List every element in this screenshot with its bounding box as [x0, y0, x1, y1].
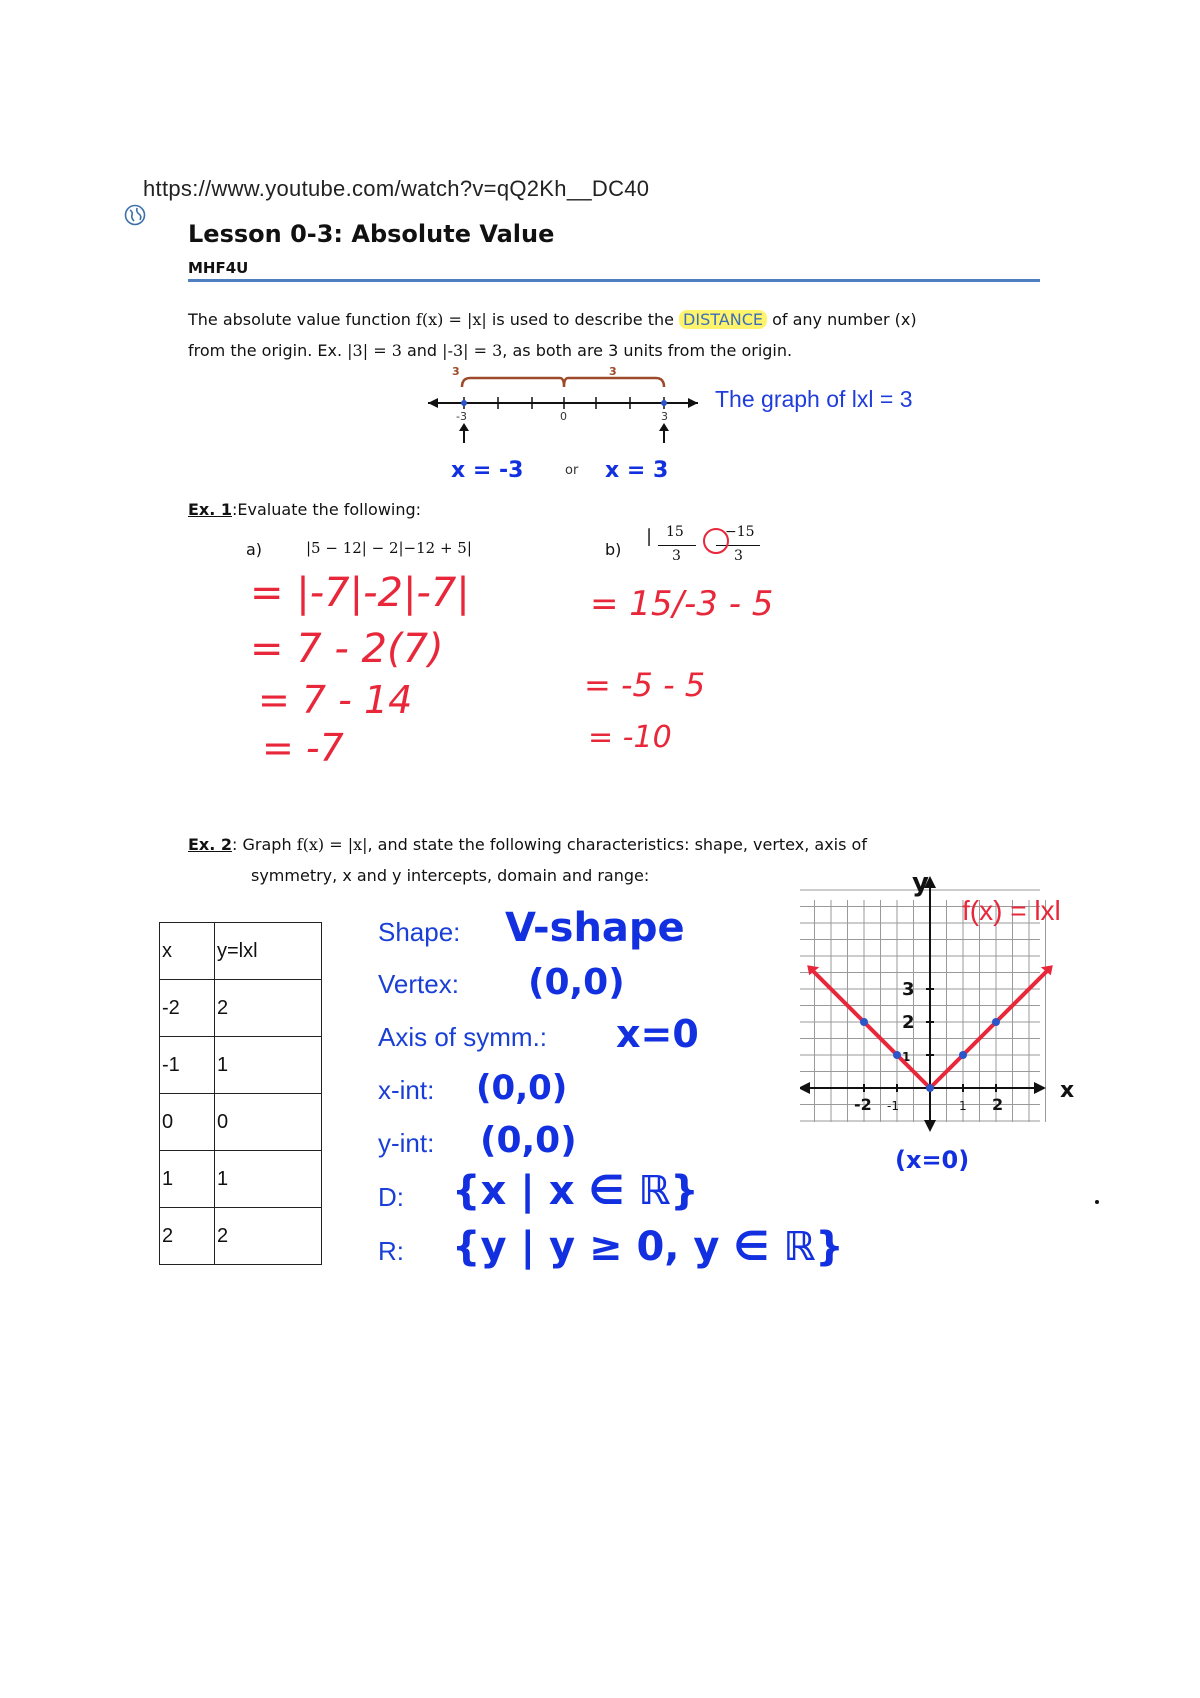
- x-int-value: (0,0): [476, 1068, 568, 1108]
- intro-text: The absolute value function: [188, 310, 411, 329]
- ex1-a-step: = -7: [262, 726, 344, 770]
- data-point: [992, 1018, 1000, 1026]
- ex1-label: Ex. 1: [188, 500, 233, 519]
- tick-label: 0: [560, 410, 567, 423]
- ex2-prompt-line2: symmetry, x and y intercepts, domain and range:: [251, 866, 650, 885]
- table-header: x: [160, 923, 215, 980]
- x-tick-label: 2: [992, 1095, 1004, 1114]
- point-neg-3: [461, 400, 467, 406]
- table-cell: -2: [160, 980, 215, 1037]
- intro-example-1: |3| = 3: [347, 341, 402, 360]
- data-point: [893, 1051, 901, 1059]
- y-axis-arrow-icon: [924, 1120, 936, 1132]
- data-point: [959, 1051, 967, 1059]
- table-row: [160, 1151, 322, 1208]
- domain-label: D:: [378, 1182, 404, 1212]
- source-url[interactable]: https://www.youtube.com/watch?v=qQ2Kh__DC40: [143, 176, 650, 201]
- tick-label: 3: [661, 410, 668, 423]
- ex1-b-step: = -5 - 5: [584, 666, 706, 704]
- table-cell: 1: [160, 1151, 215, 1208]
- title-rule: [188, 279, 1040, 282]
- ex2-prompt: , and state the following characteristics: shape, vertex, axis of: [367, 835, 867, 854]
- ex1-a-step: = 7 - 2(7): [250, 626, 444, 672]
- lesson-title: Lesson 0-3: Absolute Value: [188, 220, 555, 248]
- bracket-label: 3: [609, 365, 617, 378]
- ex2-function: f(x) = |x|: [296, 835, 368, 854]
- ex1-a-label: a): [246, 540, 263, 559]
- table-cell: -1: [160, 1037, 215, 1094]
- intro-line-1: [188, 310, 917, 329]
- globe-icon: [124, 204, 146, 226]
- or-label: or: [565, 463, 579, 478]
- axis-label: Axis of symm.:: [378, 1022, 548, 1052]
- table-header-row: [160, 923, 322, 980]
- y-tick-label: 3: [902, 979, 915, 1000]
- table-row: [160, 1037, 322, 1094]
- intro-text: and: [406, 341, 438, 360]
- graph-function-label: f(x) = lxl: [962, 895, 1061, 926]
- fraction-denominator: 3: [734, 548, 743, 564]
- table-header: y=lxl: [215, 923, 322, 980]
- table-row: [160, 1208, 322, 1265]
- handwritten-left-solution: x = -3: [451, 458, 524, 483]
- right-arrow-icon: [688, 398, 698, 408]
- table-cell: 2: [160, 1208, 215, 1265]
- table-cell: 2: [215, 1208, 322, 1265]
- range-value: {y | y ≥ 0, y ∈ ℝ}: [452, 1224, 844, 1270]
- axis-of-symmetry-note: (x=0): [895, 1146, 970, 1174]
- number-line-caption: The graph of lxl = 3: [715, 386, 913, 412]
- abs-bar-icon: |: [646, 526, 653, 547]
- left-arrow-icon: [428, 398, 438, 408]
- table-row: [160, 1094, 322, 1151]
- fraction-numerator: −15: [725, 524, 755, 540]
- x-axis-arrow-icon: [800, 1082, 810, 1094]
- tick-label: -3: [456, 410, 467, 423]
- ex1-a-expression: |5 − 12| − 2|−12 + 5|: [306, 539, 472, 557]
- fraction-denominator: 3: [672, 548, 681, 564]
- ex1-a-step: = 7 - 14: [258, 678, 413, 722]
- table-cell: 0: [215, 1094, 322, 1151]
- table-cell: 1: [215, 1037, 322, 1094]
- vertex-value: (0,0): [528, 962, 625, 1003]
- up-arrow-icon: [659, 423, 669, 431]
- intro-line-2: [188, 341, 792, 360]
- course-code: MHF4U: [188, 259, 249, 277]
- bracket-label: 3: [452, 365, 460, 378]
- handwritten-right-solution: x = 3: [605, 458, 669, 483]
- intro-text: of any number (x): [772, 310, 917, 329]
- highlighted-distance: DISTANCE: [679, 310, 767, 329]
- ex2-heading: [188, 835, 867, 854]
- table-row: [160, 980, 322, 1037]
- up-arrow-icon: [459, 423, 469, 431]
- intro-function: f(x) = |x|: [415, 310, 487, 329]
- ex1-b-label: b): [605, 540, 622, 559]
- x-axis-label: x: [1060, 1078, 1075, 1103]
- range-label: R:: [378, 1236, 404, 1266]
- data-point: [926, 1084, 934, 1092]
- intro-example-2: |-3| = 3: [442, 341, 503, 360]
- data-point: [860, 1018, 868, 1026]
- intro-text: , as both are 3 units from the origin.: [502, 341, 793, 360]
- ex1-b-step: = -10: [588, 720, 672, 755]
- ex2-prompt: : Graph: [232, 835, 292, 854]
- table-cell: 1: [215, 1151, 322, 1208]
- x-int-label: x-int:: [378, 1075, 435, 1105]
- ex1-b-step: = 15/-3 - 5: [590, 584, 774, 624]
- intro-text: from the origin. Ex.: [188, 341, 343, 360]
- x-axis-arrow-icon: [1034, 1082, 1046, 1094]
- point-3: [661, 400, 667, 406]
- ex1-a-step: = |-7|-2|-7|: [250, 570, 470, 616]
- y-int-value: (0,0): [480, 1120, 577, 1161]
- y-tick-label: 1: [902, 1050, 911, 1064]
- ex1-heading: [188, 500, 421, 519]
- distance-brackets: [462, 378, 664, 387]
- shape-label: Shape:: [378, 917, 461, 947]
- shape-value: V-shape: [505, 905, 685, 951]
- domain-value: {x | x ∈ ℝ}: [452, 1168, 699, 1214]
- right-branch-line: [930, 969, 1049, 1088]
- x-tick-label: -1: [887, 1099, 899, 1113]
- y-int-label: y-int:: [378, 1128, 435, 1158]
- ex2-label: Ex. 2: [188, 835, 233, 854]
- table-cell: 2: [215, 980, 322, 1037]
- intro-text: is used to describe the: [491, 310, 674, 329]
- value-table: [159, 922, 322, 1265]
- y-axis-label: y: [912, 868, 929, 898]
- stray-dot: [1095, 1200, 1099, 1204]
- circled-sign-mark: [700, 526, 732, 556]
- axis-value: x=0: [616, 1012, 699, 1056]
- x-tick-label: -2: [854, 1095, 872, 1114]
- ex1-prompt: :Evaluate the following:: [232, 500, 422, 519]
- vertex-label: Vertex:: [378, 969, 459, 999]
- ex1-b-expression: [646, 524, 766, 570]
- fraction-numerator: 15: [666, 524, 684, 540]
- y-tick-label: 2: [902, 1012, 915, 1033]
- x-tick-label: 1: [959, 1099, 967, 1113]
- table-cell: 0: [160, 1094, 215, 1151]
